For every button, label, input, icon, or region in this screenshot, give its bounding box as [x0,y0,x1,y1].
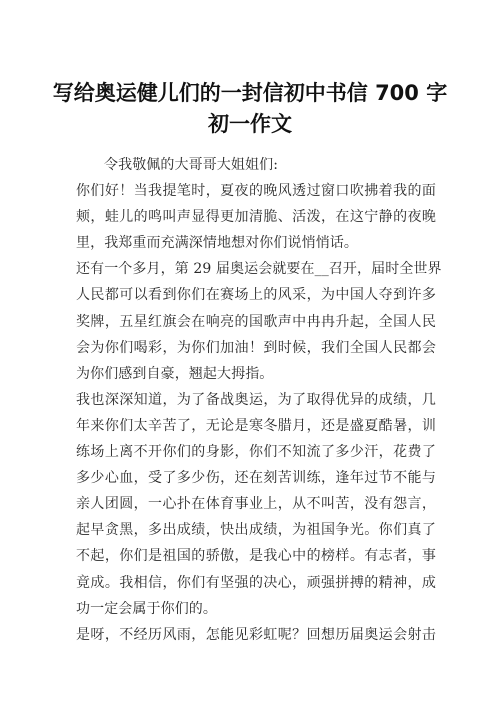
text-line: 我也深深知道，为了备战奥运，为了取得优异的成绩，几 [76,391,436,408]
text-line: 奖牌，五星红旗会在响亮的国歌声中冉冉升起，全国人民 [76,313,436,330]
text-line: 还有一个多月，第 29 届奥运会就要在__召开，届时全世界 [76,261,442,278]
letter-salutation: 令我敬佩的大哥哥大姐姐们: [104,157,279,173]
text-line: 里，我郑重而充满深情地想对你们说悄悄话。 [76,235,358,252]
document-title-line-2: 初一作文 [208,112,292,136]
text-line: 起早贪黑，多出成绩，快出成绩，为祖国争光。你们真了 [76,522,436,539]
text-line: 功一定会属于你们的。 [76,600,217,617]
text-line: 亲人团圆，一心扑在体育事业上，从不叫苦，没有怨言， [76,496,436,513]
text-line: 竟成。我相信，你们有坚强的决心，顽强拼搏的精神，成 [76,574,436,591]
document-title-line-1: 写给奥运健儿们的一封信初中书信 700 字 [52,81,448,105]
text-line: 年来你们太辛苦了，无论是寒冬腊月，还是盛夏酷暑，训 [76,417,436,434]
text-line: 你们好！当我提笔时，夏夜的晚风透过窗口吹拂着我的面 [76,183,436,200]
letter-body [76,152,442,648]
text-line: 不起，你们是祖国的骄傲，是我心中的榜样。有志者，事 [76,548,436,565]
text-line: 为你们感到自豪，翘起大拇指。 [76,365,274,382]
text-line: 会为你们喝彩，为你们加油！到时候，我们全国人民都会 [76,339,436,356]
text-line: 颊，蛙儿的鸣叫声显得更加清脆、活泼，在这宁静的夜晚 [76,209,436,226]
text-line: 练场上离不开你们的身影，你们不知流了多少汗，花费了 [76,444,436,461]
text-line: 人民都可以看到你们在赛场上的风采，为中国人夺到许多 [76,287,436,304]
text-line: 多少心血，受了多少伤，还在刻苦训练，逢年过节不能与 [76,470,436,487]
text-line: 是呀，不经历风雨，怎能见彩虹呢？回想历届奥运会射击 [76,626,436,643]
